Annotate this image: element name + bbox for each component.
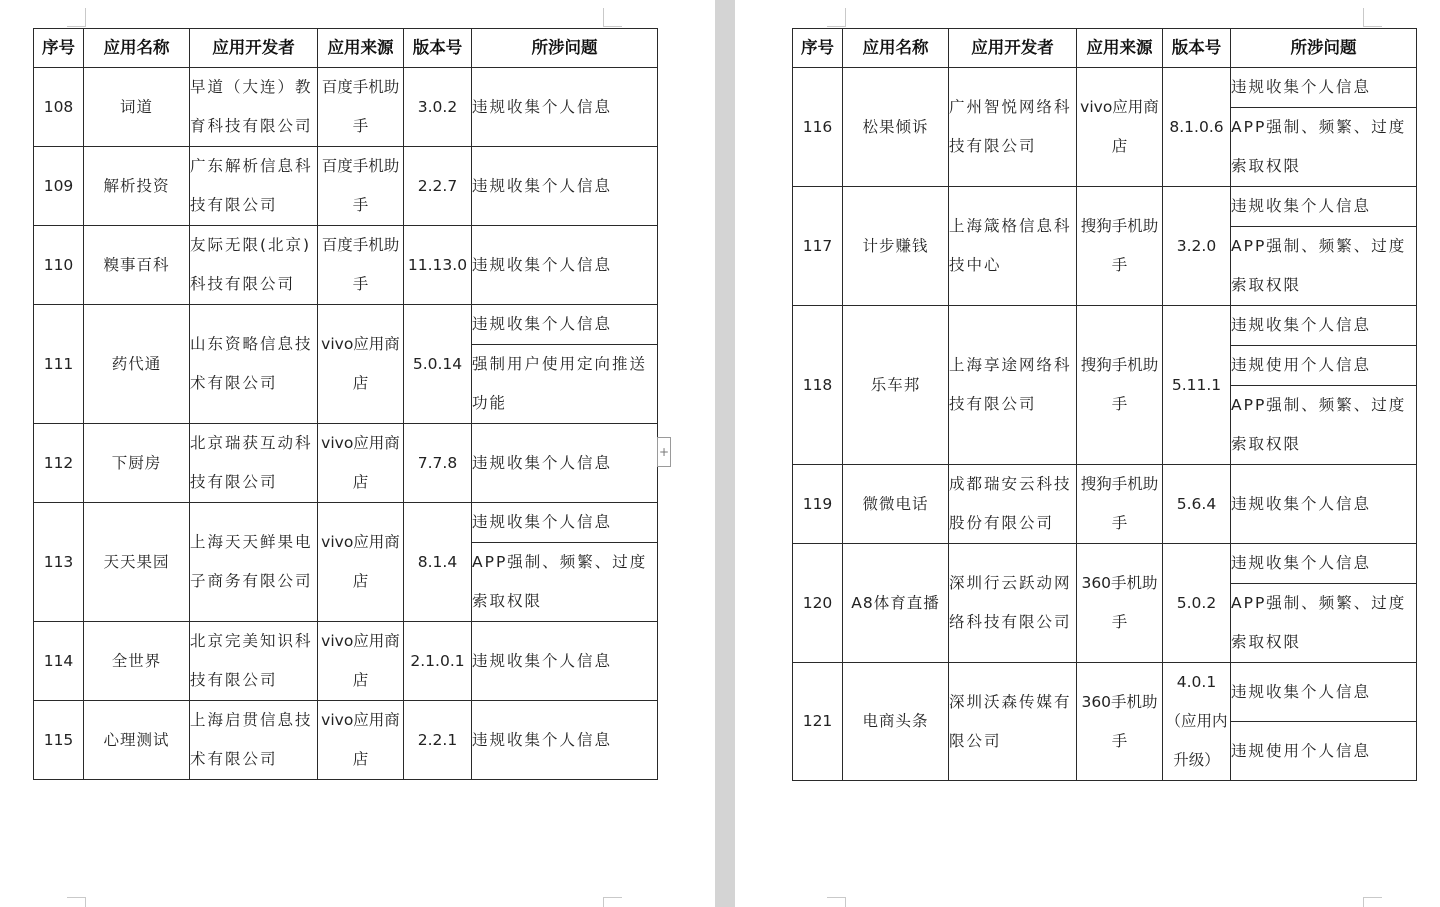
issue-cell: 强制用户使用定向推送功能 (472, 345, 658, 424)
source-cell: 搜狗手机助手 (1077, 306, 1163, 465)
table-header-row (793, 29, 1417, 68)
row-number: 117 (793, 187, 843, 306)
developer-cell: 北京瑞获互动科技有限公司 (190, 424, 318, 503)
app-name-cell: 乐车邦 (843, 306, 949, 465)
source-cell: 百度手机助手 (318, 68, 404, 147)
source-cell: 360手机助手 (1077, 663, 1163, 781)
issue-cell: APP强制、频繁、过度索取权限 (1231, 227, 1417, 306)
row-number: 113 (34, 503, 84, 622)
page-corner-mark (1363, 8, 1382, 27)
source-cell: vivo应用商店 (318, 305, 404, 424)
page-corner-mark (827, 897, 846, 907)
page-gap (715, 0, 735, 907)
developer-cell: 上海天天鲜果电子商务有限公司 (190, 503, 318, 622)
header-source: 应用来源 (1077, 29, 1163, 68)
page-corner-mark (67, 897, 86, 907)
version-cell: 8.1.4 (404, 503, 472, 622)
version-cell: 3.0.2 (404, 68, 472, 147)
table-row (34, 147, 658, 226)
app-name-cell: 电商头条 (843, 663, 949, 781)
issue-cell: 违规收集个人信息 (1231, 663, 1417, 722)
issue-cell: 违规收集个人信息 (472, 424, 658, 503)
version-cell: 5.0.2 (1163, 544, 1231, 663)
table-row (34, 68, 658, 147)
developer-cell: 早道（大连）教育科技有限公司 (190, 68, 318, 147)
issue-cell: 违规收集个人信息 (472, 147, 658, 226)
table-row (34, 226, 658, 305)
row-number: 111 (34, 305, 84, 424)
source-cell: 搜狗手机助手 (1077, 187, 1163, 306)
issue-cell: 违规收集个人信息 (1231, 465, 1417, 544)
page-corner-mark (827, 8, 846, 27)
issue-cell: APP强制、频繁、过度索取权限 (1231, 584, 1417, 663)
row-number: 121 (793, 663, 843, 781)
source-cell: 百度手机助手 (318, 226, 404, 305)
developer-cell: 广东解析信息科技有限公司 (190, 147, 318, 226)
developer-cell: 上海箴格信息科技中心 (949, 187, 1077, 306)
app-name-cell: A8体育直播 (843, 544, 949, 663)
app-name-cell: 松果倾诉 (843, 68, 949, 187)
header-no: 序号 (793, 29, 843, 68)
table-row (793, 544, 1417, 584)
header-developer: 应用开发者 (190, 29, 318, 68)
header-issues: 所涉问题 (472, 29, 658, 68)
table-row (793, 465, 1417, 544)
table-row (34, 701, 658, 780)
document-page-right (735, 0, 1440, 907)
row-number: 109 (34, 147, 84, 226)
issue-cell: APP强制、频繁、过度索取权限 (472, 543, 658, 622)
header-app-name: 应用名称 (84, 29, 190, 68)
table-row (34, 424, 658, 503)
table-row (34, 305, 658, 345)
table-row (793, 663, 1417, 722)
app-name-cell: 解析投资 (84, 147, 190, 226)
app-violations-table-left (33, 28, 658, 780)
app-name-cell: 药代通 (84, 305, 190, 424)
table-row (793, 306, 1417, 346)
row-number: 108 (34, 68, 84, 147)
source-cell: vivo应用商店 (318, 424, 404, 503)
version-cell: 5.6.4 (1163, 465, 1231, 544)
issue-cell: 违规收集个人信息 (472, 305, 658, 345)
page-corner-mark (67, 8, 86, 27)
row-number: 112 (34, 424, 84, 503)
issue-cell: 违规使用个人信息 (1231, 722, 1417, 781)
row-number: 114 (34, 622, 84, 701)
version-cell: 3.2.0 (1163, 187, 1231, 306)
issue-cell: 违规收集个人信息 (472, 622, 658, 701)
version-cell: 2.1.0.1 (404, 622, 472, 701)
source-cell: vivo应用商店 (318, 701, 404, 780)
source-cell: vivo应用商店 (1077, 68, 1163, 187)
app-name-cell: 天天果园 (84, 503, 190, 622)
app-name-cell: 全世界 (84, 622, 190, 701)
source-cell: vivo应用商店 (318, 622, 404, 701)
developer-cell: 上海启贯信息技术有限公司 (190, 701, 318, 780)
header-issues: 所涉问题 (1231, 29, 1417, 68)
version-cell: 4.0.1（应用内升级） (1163, 663, 1231, 781)
issue-cell: 违规收集个人信息 (472, 701, 658, 780)
source-cell: vivo应用商店 (318, 503, 404, 622)
issue-cell: 违规收集个人信息 (1231, 68, 1417, 108)
row-number: 119 (793, 465, 843, 544)
app-name-cell: 下厨房 (84, 424, 190, 503)
header-no: 序号 (34, 29, 84, 68)
developer-cell: 深圳行云跃动网络科技有限公司 (949, 544, 1077, 663)
source-cell: 360手机助手 (1077, 544, 1163, 663)
developer-cell: 山东资略信息技术有限公司 (190, 305, 318, 424)
version-cell: 2.2.1 (404, 701, 472, 780)
issue-cell: 违规收集个人信息 (472, 68, 658, 147)
issue-cell: 违规收集个人信息 (1231, 187, 1417, 227)
document-page-left (0, 0, 715, 907)
developer-cell: 北京完美知识科技有限公司 (190, 622, 318, 701)
header-developer: 应用开发者 (949, 29, 1077, 68)
row-number: 120 (793, 544, 843, 663)
issue-cell: APP强制、频繁、过度索取权限 (1231, 108, 1417, 187)
app-name-cell: 心理测试 (84, 701, 190, 780)
issue-cell: 违规收集个人信息 (472, 503, 658, 543)
table-row (793, 187, 1417, 227)
version-cell: 11.13.0 (404, 226, 472, 305)
source-cell: 搜狗手机助手 (1077, 465, 1163, 544)
header-version: 版本号 (1163, 29, 1231, 68)
table-row (34, 503, 658, 543)
page-corner-mark (603, 8, 622, 27)
header-app-name: 应用名称 (843, 29, 949, 68)
header-source: 应用来源 (318, 29, 404, 68)
issue-cell: 违规收集个人信息 (472, 226, 658, 305)
app-violations-table-right (792, 28, 1417, 781)
page-corner-mark (1363, 897, 1382, 907)
version-cell: 7.7.8 (404, 424, 472, 503)
app-name-cell: 词道 (84, 68, 190, 147)
app-name-cell: 微微电话 (843, 465, 949, 544)
version-cell: 2.2.7 (404, 147, 472, 226)
developer-cell: 广州智悦网络科技有限公司 (949, 68, 1077, 187)
source-cell: 百度手机助手 (318, 147, 404, 226)
developer-cell: 成都瑞安云科技股份有限公司 (949, 465, 1077, 544)
version-cell: 5.0.14 (404, 305, 472, 424)
row-number: 115 (34, 701, 84, 780)
developer-cell: 上海享途网络科技有限公司 (949, 306, 1077, 465)
version-cell: 5.11.1 (1163, 306, 1231, 465)
row-number: 116 (793, 68, 843, 187)
developer-cell: 深圳沃森传媒有限公司 (949, 663, 1077, 781)
app-name-cell: 糗事百科 (84, 226, 190, 305)
row-number: 110 (34, 226, 84, 305)
app-name-cell: 计步赚钱 (843, 187, 949, 306)
table-row (793, 68, 1417, 108)
table-header-row (34, 29, 658, 68)
header-version: 版本号 (404, 29, 472, 68)
issue-cell: 违规收集个人信息 (1231, 544, 1417, 584)
issue-cell: APP强制、频繁、过度索取权限 (1231, 386, 1417, 465)
developer-cell: 友际无限(北京)科技有限公司 (190, 226, 318, 305)
page-corner-mark (603, 897, 622, 907)
version-cell: 8.1.0.6 (1163, 68, 1231, 187)
issue-cell: 违规使用个人信息 (1231, 346, 1417, 386)
add-row-button[interactable]: + (657, 437, 671, 467)
table-row (34, 622, 658, 701)
issue-cell: 违规收集个人信息 (1231, 306, 1417, 346)
row-number: 118 (793, 306, 843, 465)
